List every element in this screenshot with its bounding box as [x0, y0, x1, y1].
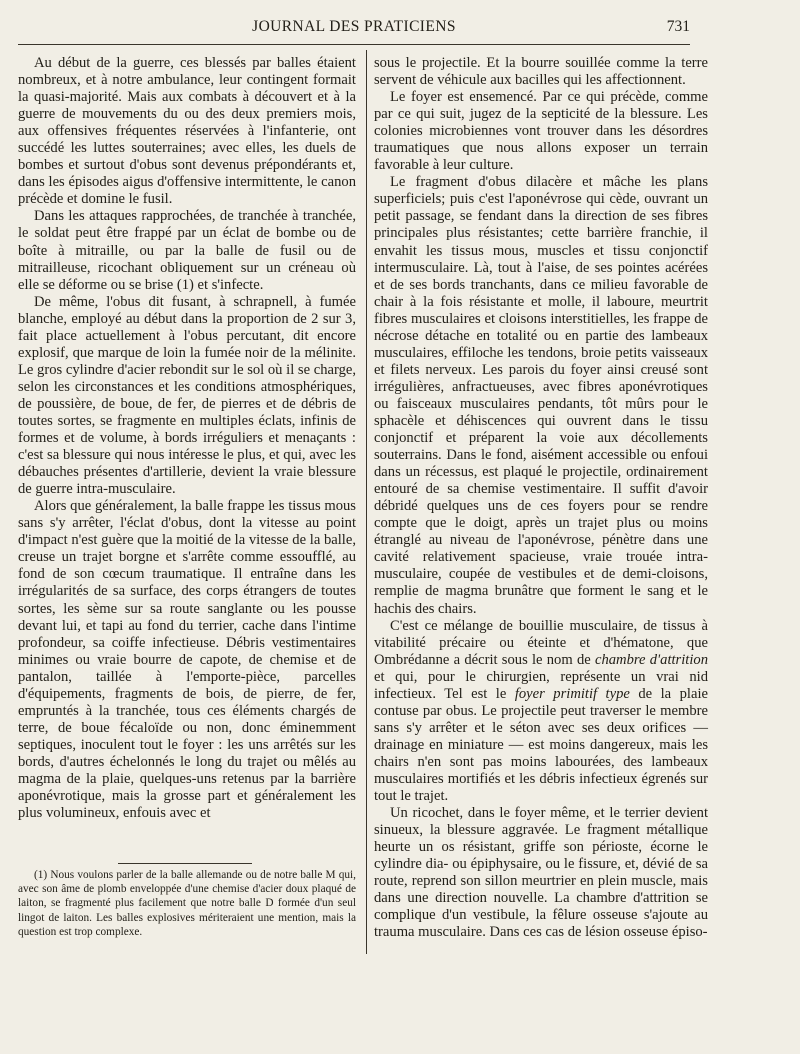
text-run: et qui, pour le chirurgien, représente un vrai nid infectieux. Tel est le [374, 668, 708, 702]
right-column [374, 55, 708, 941]
footnote [18, 868, 356, 939]
italic-term: chambre d'attrition [594, 651, 708, 668]
header-rule [18, 44, 690, 45]
paragraph: Le fragment d'obus dilacère et mâche les plans superficiels; puis c'est l'aponévrose qui cède, ouvrant un petit passage, se fendant dans la direction de ses fibres principales plus résistantes; cette barrière franchie, il envahit les tissus mous, muscles et tissu conjonctif intermusculaire. Là, tout à l'aise, de ses pointes acérées et de ses bords tranchants, dans ce milieu favorable de chair à la fois résistante et molle, il laboure, meurtrit fibres musculaires et cloisons interstitielles, les frappe de nécrose détache en totalité ou en partie des lambeaux musculaires, effiloche les tendons, broie petits vaisseaux et filets nerveux. Les parois du foyer ainsi creusé sont irrégulières, anfractueuses, avec fibres aponévrotiques ou faisceaux musculaires pendants, tôt mûrs pour le sphacèle et déhiscences qui ouvrent dans le tissu conjonctif et préparent la voie aux décollements souterrains. Dans le fond, aisément accessible ou enfoui dans un récessus, est plaqué le projectile, ordinairement entouré de sa chemise vestimentaire. Il suffit d'avoir débridé quelques uns de ces foyers pour se rendre compte que le doigt, après un trajet plus ou moins étranglé au niveau de l'aponévrose, pénètre dans une cavité relativement spacieuse, vraie trouée intra-musculaire, coupée de vestibules et de demi-cloisons, remplie de magma brunâtre que forment le sang et le hachis des chairs. [374, 174, 708, 617]
paragraph: Le foyer est ensemencé. Par ce qui précède, comme par ce qui suit, jugez de la septicité de la blessure. Les colonies microbiennes vont trouver dans les désordres traumatiques que nous allons exposer un terrain favorable à leur culture. [374, 89, 708, 174]
page-header [18, 14, 690, 44]
paragraph: Un ricochet, dans le foyer même, et le terrier devient sinueux, la blessure aggravée. Le fragment métallique heurte un os résistant, griffe son périoste, écorne le cylindre dia- ou épiphysaire, ou le fissure, et, dévié de sa route, reprend son sillon meurtrier en plein muscle, mais dans une direction nouvelle. La chambre d'attrition se complique d'un vestibule, la fêlure osseuse s'ajoute au trauma musculaire. Dans ces cas de lésion osseuse épiso- [374, 805, 708, 941]
paragraph: Alors que généralement, la balle frappe les tissus mous sans s'y arrêter, l'éclat d'obus, dont la vitesse au point d'impact n'est guère que la moitié de la vitesse de la balle, creuse un trajet borgne et s'arrête comme essoufflé, au fond de son cœcum traumatique. Il entraîne dans les irrégularités de sa surface, des corps étrangers de toutes sortes, les sème sur sa route sanglante ou les pousse devant lui, et tapi au fond du terrier, cache dans l'intime profondeur, sa coiffe infectieuse. Débris vestimentaires minimes ou vraie bourre de capote, de chemise et de pantalon, taillée à l'emporte-pièce, parcelles d'équipements, fragments de bois, de pierre, de fer, empruntés à la tranchée, tous ces éléments chargés de terre, de boue fécaloïde ou non, donc éminemment septiques, inoculent tout le foyer : les uns arrêtés sur les bords, d'autres échelonnés le long du trajet ou mêlés au magma de la plaie, quelques-uns retenus par la barrière aponévrotique, mais la grosse part et généralement les plus volumineux, enfouis avec et [18, 498, 356, 822]
footnote-text: (1) Nous voulons parler de la balle allemande ou de notre balle M qui, avec son âme de plomb enveloppée d'une chemise d'acier doux plaqué de laiton, se fragmenté plus facilement que notre balle D formée d'un seul lingot de laiton. Les balles explosives mériteraient une mention, mais la question est trop complexe. [18, 869, 356, 938]
paragraph [374, 618, 708, 806]
footnote-rule [118, 863, 252, 864]
paragraph: Au début de la guerre, ces blessés par balles étaient nombreux, et à notre ambulance, leur contingent formait la quasi-majorité. Mais aux combats à découvert et à la guerre de mouvements du ou des deux premiers mois, aux offensives fréquentes réservées à l'infanterie, ont succédé les luttes souterraines; avec elles, les duels de bombes et surtout d'obus sont devenus prépondérants et, dans les épisodes aigus d'offensive intermittente, le canon précède et domine le fusil. [18, 55, 356, 208]
running-title: JOURNAL DES PRATICIENS [252, 18, 456, 35]
italic-term: foyer primitif type [514, 685, 630, 702]
left-column [18, 55, 356, 822]
paragraph: Dans les attaques rapprochées, de tranchée à tranchée, le soldat peut être frappé par un éclat de bombe ou de boîte à mitraille, ou par la balle de fusil ou de mitrailleuse, ricochant obliquement sur un créneau où elle se déforme ou se brise (1) et s'infecte. [18, 208, 356, 293]
paragraph: De même, l'obus dit fusant, à schrapnell, à fumée blanche, employé au début dans la proportion de 2 sur 3, fait place actuellement à l'obus percutant, dit encore explosif, que marque de loin la fumée noir de la mélinite. Le gros cylindre d'acier rebondit sur le sol où il se charge, selon les circonstances et les conditions atmosphériques, de poussière, de boue, de fer, de pierres et de débris de toutes sortes, se fragmente en multiples éclats, infinis de formes et de volume, à bords irréguliers et menaçants : c'est sa blessure qui nous intéresse le plus, et qui, avec les débauches présentes d'artillerie, devient la vraie blessure de guerre intra-musculaire. [18, 293, 356, 498]
text-run: de la plaie contuse par obus. Le projectile peut traverser le membre sans s'y arrêter et le séton avec ses deux orifices — drainage en miniature — est moins dangereux, mais les chairs n'en sont pas moins labourées, des lambeaux musculaires mortifiés et les débris infectieux égrenés sur tout le trajet. [374, 685, 708, 805]
text-run: C'est ce mélange de bouillie musculaire, de tissus à vitabilité précaire ou éteinte et d'hématone, que Ombrédanne a décrit sous le nom de [374, 617, 708, 668]
page-number: 731 [666, 18, 690, 35]
column-divider [366, 50, 367, 954]
paragraph-continuation: sous le projectile. Et la bourre souillée comme la terre servent de véhicule aux bacilles qui les affectionnent. [374, 55, 708, 89]
